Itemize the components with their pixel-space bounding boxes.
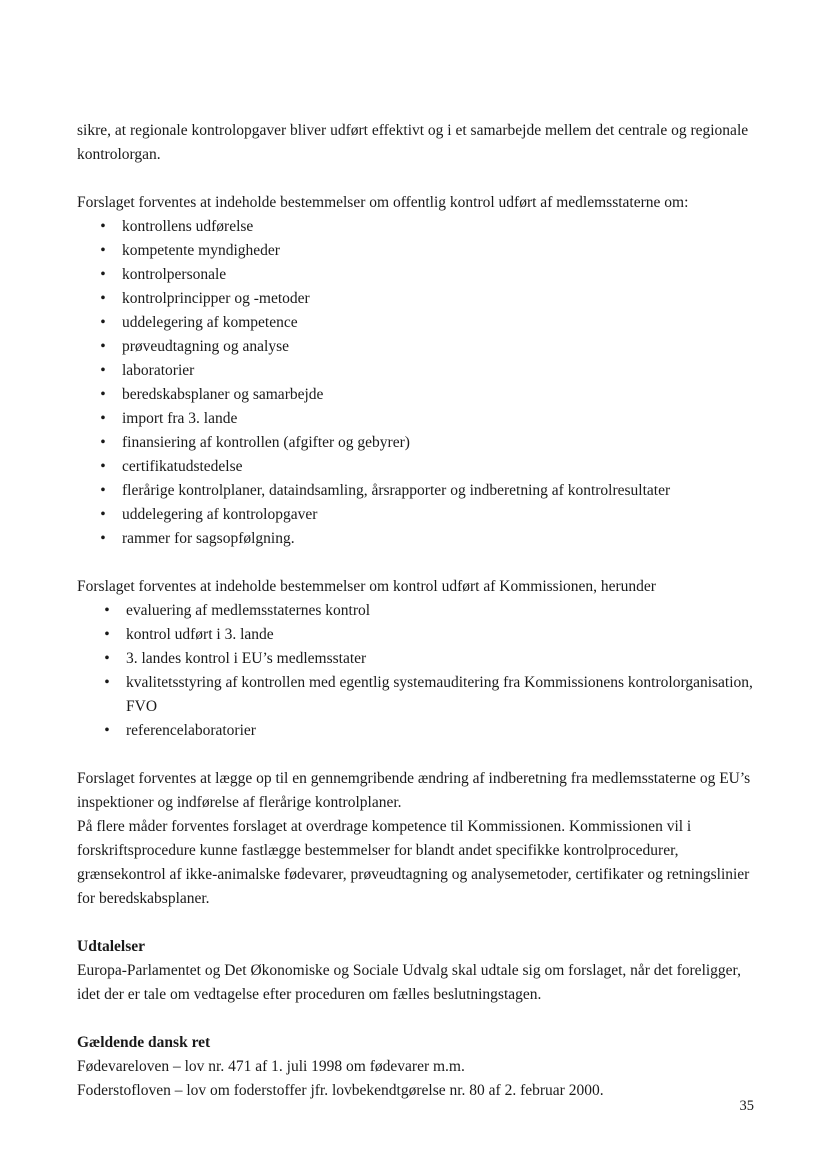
bullet-icon: • bbox=[100, 242, 106, 259]
list-item: • kontrol udført i 3. lande bbox=[101, 623, 757, 647]
list-item: • kontrolpersonale bbox=[97, 263, 757, 287]
spacer bbox=[77, 743, 757, 767]
bullet-icon: • bbox=[104, 722, 110, 739]
bullet-icon: • bbox=[100, 530, 106, 547]
bullet-icon: • bbox=[100, 482, 106, 499]
list-item: • laboratorier bbox=[97, 359, 757, 383]
list-item: • 3. landes kontrol i EU’s medlemsstater bbox=[101, 647, 757, 671]
section2-lead: Forslaget forventes at indeholde bestemmelser om kontrol udført af Kommissionen, herunder bbox=[77, 578, 656, 595]
spacer bbox=[77, 167, 757, 191]
list-item: • uddelegering af kontrolopgaver bbox=[97, 503, 757, 527]
bullet-icon: • bbox=[100, 386, 106, 403]
intro-paragraph: sikre, at regionale kontrolopgaver bliver udført effektivt og i et samarbejde mellem det centrale og regionale kontrolorgan. bbox=[77, 122, 749, 163]
spacer bbox=[77, 551, 757, 575]
bullet-icon: • bbox=[100, 266, 106, 283]
bullet-icon: • bbox=[104, 674, 110, 691]
bullet-icon: • bbox=[100, 410, 106, 427]
gaeldende-line-1: Fødevareloven – lov nr. 471 af 1. juli 1998 om fødevarer m.m. bbox=[77, 1058, 465, 1075]
list-item: • kontrollens udførelse bbox=[97, 215, 757, 239]
list-item: • beredskabsplaner og samarbejde bbox=[97, 383, 757, 407]
section3-paragraph-2: På flere måder forventes forslaget at overdrage kompetence til Kommissionen. Kommissionen vil i forskriftsprocedure kunne fastlægge bestemmelser for blandt andet specifikke kontrolprocedurer, grænsekontrol af ikke-animalske fødevarer, prøveudtagning og analysemetoder, certifikater og retningslinier for beredskabsplaner. bbox=[77, 818, 750, 907]
bullet-icon: • bbox=[100, 458, 106, 475]
udtalelser-heading: Udtalelser bbox=[77, 938, 146, 955]
section1-lead: Forslaget forventes at indeholde bestemmelser om offentlig kontrol udført af medlemsstaterne om: bbox=[77, 194, 689, 211]
list-item: • rammer for sagsopfølgning. bbox=[97, 527, 757, 551]
list-item: • referencelaboratorier bbox=[101, 719, 757, 743]
bullet-icon: • bbox=[100, 314, 106, 331]
udtalelser-text: Europa-Parlamentet og Det Økonomiske og Sociale Udvalg skal udtale sig om forslaget, når det foreligger, idet der er tale om vedtagelse efter proceduren om fælles beslutningstagen. bbox=[77, 962, 741, 1003]
list-item: • finansiering af kontrollen (afgifter og gebyrer) bbox=[97, 431, 757, 455]
document-page bbox=[77, 119, 757, 1103]
spacer bbox=[77, 911, 757, 935]
list-item: • import fra 3. lande bbox=[97, 407, 757, 431]
list-item: • flerårige kontrolplaner, dataindsamling, årsrapporter og indberetning af kontrolresultater bbox=[97, 479, 757, 503]
spacer bbox=[77, 1007, 757, 1031]
page-number: 35 bbox=[739, 1098, 754, 1114]
bullet-icon: • bbox=[100, 218, 106, 235]
list-item: • prøveudtagning og analyse bbox=[97, 335, 757, 359]
bullet-icon: • bbox=[100, 338, 106, 355]
section3-paragraph-1: Forslaget forventes at lægge op til en gennemgribende ændring af indberetning fra medlemsstaterne og EU’s inspektioner og indførelse af flerårige kontrolplaner. bbox=[77, 770, 751, 811]
bullet-icon: • bbox=[104, 626, 110, 643]
list-item: • kontrolprincipper og -metoder bbox=[97, 287, 757, 311]
section1-list bbox=[77, 215, 757, 551]
bullet-icon: • bbox=[100, 290, 106, 307]
gaeldende-heading: Gældende dansk ret bbox=[77, 1034, 211, 1051]
bullet-icon: • bbox=[104, 602, 110, 619]
gaeldende-line-2: Foderstofloven – lov om foderstoffer jfr. lovbekendtgørelse nr. 80 af 2. februar 2000. bbox=[77, 1082, 604, 1099]
list-item: • kvalitetsstyring af kontrollen med egentlig systemauditering fra Kommissionens kontrolorganisation, FVO bbox=[101, 671, 757, 719]
bullet-icon: • bbox=[100, 434, 106, 451]
list-item: • certifikatudstedelse bbox=[97, 455, 757, 479]
list-item: • evaluering af medlemsstaternes kontrol bbox=[101, 599, 757, 623]
list-item: • kompetente myndigheder bbox=[97, 239, 757, 263]
bullet-icon: • bbox=[100, 506, 106, 523]
bullet-icon: • bbox=[104, 650, 110, 667]
list-item: • uddelegering af kompetence bbox=[97, 311, 757, 335]
bullet-icon: • bbox=[100, 362, 106, 379]
section2-list bbox=[77, 599, 757, 743]
